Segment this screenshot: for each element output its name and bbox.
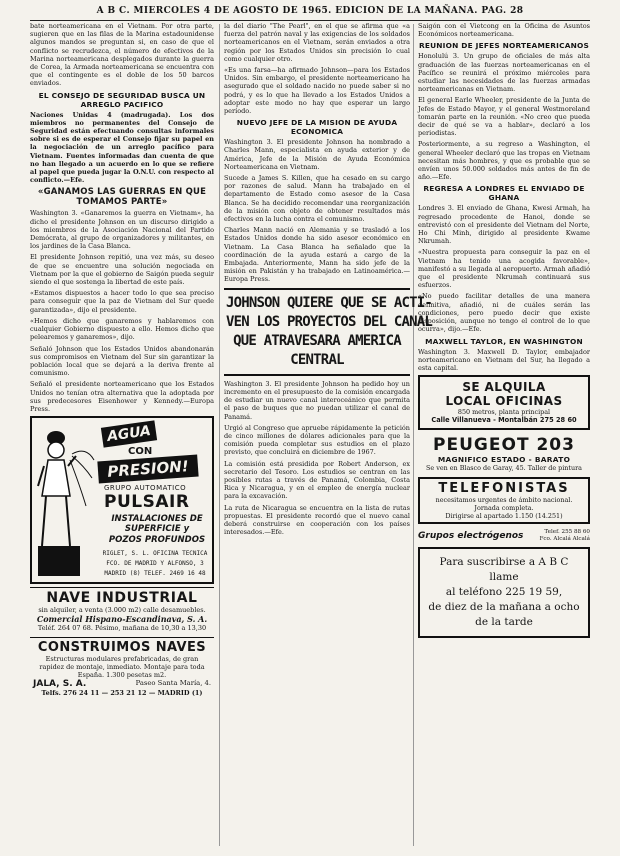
ad-nave-text: sin alquiler, a venta (3.000 m2) calle desamuebles. (38, 606, 206, 615)
article-paragraph: Charles Mann nació en Alemania y se trasladó a los Estados Unidos donde ha sido asesor económico en Vietnam. La Casa Blanca ha señalado que la coordinación de la ayuda estará a cargo de la Embajada. Anteriormente, Mann ha sido jefe de la misión en Pakistán y ha trabajado en Latinoamérica.—Europa Press. (224, 226, 410, 284)
headline-canal-line: JOHNSON QUIERE QUE SE ACTI- (226, 294, 432, 311)
headline-reunion: REUNION DE JEFES NORTEAMERICANOS (418, 41, 590, 51)
page-header: A B C. MIERCOLES 4 DE AGOSTO DE 1965. EDICION DE LA MAÑANA. PAG. 28 (30, 4, 590, 21)
ad-alquila-phone: Calle Villanueva - Montalbán 275 28 60 (431, 416, 577, 425)
ad-pulsair-subtitle: GRUPO AUTOMATICO (104, 484, 187, 493)
article-paragraph: «Estamos dispuestos a hacer todo lo que sea preciso para conseguir que la paz de Vietnam del Sur quede garantizada», dijo el presidente. (30, 289, 214, 314)
ad-pulsair-line: INSTALACIONES DE (111, 514, 203, 525)
ad-construimos-phone: Telfs. 276 24 11 — 253 21 12 — MADRID (1) (41, 689, 203, 698)
column-center (224, 22, 432, 848)
article-paragraph: Washington 3. Maxwell D. Taylor, embajador norteamericano en Vietnam del Sur, ha llegado a esta capital. (418, 347, 590, 372)
article-paragraph: Washington 3. «Ganaremos la guerra en Vietnam», ha dicho el presidente Johnson en un discurso dirigido a los miembros de la Asociación Nacional del Partido Demócrata, al grupo de organizadores y militantes, en los jardines de la Casa Blanca. (30, 209, 214, 251)
ad-alquila-subtitle: LOCAL OFICINAS (445, 394, 563, 409)
ad-construimos-company: JALA, S. A. (33, 679, 87, 690)
ad-grupos-title: Grupos electrógenos (418, 530, 524, 541)
ad-construimos-address: Paseo Santa María, 4. (135, 679, 211, 688)
article-paragraph: Urgió al Congreso que apruebe rápidamente la petición de cinco millones de dólares adicionales para que la comisión pueda completar sus estudios en el plazo previsto, que concluirá en diciembre de 1967. (224, 423, 410, 457)
column-rule (219, 24, 220, 846)
headline-ganamos: «GANAMOS LAS GUERRAS EN QUE TOMAMOS PARTE» (37, 187, 207, 208)
headline-canal-line: VEN LOS PROYECTOS DEL CANAL (226, 313, 432, 330)
ad-nave-company: Comercial Hispano-Escandinava, S. A. (36, 614, 208, 625)
ad-construimos-company-row (33, 679, 211, 689)
ad-abc-line: de la tarde (475, 616, 533, 629)
ad-abc-line: Para suscribirse a A B C llame (439, 556, 569, 584)
headline-canal-line: CENTRAL (290, 351, 344, 368)
ad-nave-industrial (30, 587, 214, 634)
article-paragraph: Sucede a James S. Killen, que ha cesado en su cargo por razones de salud. Mann ha trabajado en el departamento de Estado como asesor de la Casa Blanca. Se ha decidido recomendar una reorganización de la misión con objeto de obtener resultados más efectivos en la lucha contra el comunismo. (224, 174, 410, 224)
column-right (418, 22, 590, 848)
ad-abc-subscription (418, 547, 590, 638)
article-paragraph: Londres 3. El enviado de Ghana, Kwesi Armah, ha regresado procedente de Hanoi, donde se entrevistó con el presidente del Vietnam del Norte, Ho Chi Minh, dirigido al presidente Kwame Nkrumah. (418, 204, 590, 246)
ad-nave-title: NAVE INDUSTRIAL (46, 590, 198, 607)
ad-peugeot-title: PEUGEOT 203 (433, 435, 575, 456)
article-paragraph: Señaló el presidente norteamericano que los Estados Unidos no tenían otra alternativa que la adoptada por sus predecesores Eisenhower y Kennedy.—Europa Press. (30, 380, 214, 413)
article-paragraph: Posteriormente, a su regreso a Washington, el general Wheeler declaró que las tropas en Vietnam necesitan más hombres, y que es probable que se envíen unos 50.000 soldados más antes de fin de año.—Efe. (418, 140, 590, 182)
ad-construimos-text: Estructuras modulares prefabricadas, de gran rapidez de montaje, inmediato. Montaje para toda España. 1.300 pesetas m2. (39, 655, 205, 680)
headline-regresa: REGRESA A LONDRES EL ENVIADO DE GHANA (423, 184, 585, 203)
article-paragraph: «Es una farsa—ha afirmado Johnson—para los Estados Unidos. Sin embargo, el presidente norteamericano ha asegurado que el soldado nacido no puede saber si no podrá, y es lo que ha llevado a los Estados Unidos a adoptar este modo no hay que esperar un largo período. (224, 66, 410, 116)
article-paragraph: Honolulú 3. Un grupo de oficiales de más alta graduación de las fuerzas norteamericanas en el Pacífico se reunirá el próximo miércoles para estudiar las necesidades de las fuerzas armadas norteamericanas en Vietnam. (418, 52, 590, 94)
column-left (30, 22, 214, 848)
article-paragraph: La comisión está presidida por Robert Anderson, ex secretario del Tesoro. Los estudios se centran en las posibles rutas a través de Panamá, Colombia, Costa Rica y Nicaragua, y en el empleo de energía nuclear para la excavación. (224, 459, 410, 501)
ad-pulsair-brand: PULSAIR (104, 492, 190, 513)
ad-peugeot-subtitle: MAGNIFICO ESTADO - BARATO (437, 455, 571, 465)
headline-canal (224, 288, 432, 376)
headline-canal-line: QUE ATRAVESARA AMERICA (233, 332, 401, 349)
ad-pulsair-presion: PRESION! (97, 455, 198, 484)
ad-grupos-name: Fco. Alcalá Alcalá (539, 535, 590, 542)
article-paragraph: Señaló Johnson que los Estados Unidos abandonarán sus compromisos en Vietnam del Sur sin garantizar la población local que se dejará a la deriva frente al comunismo. (30, 344, 214, 378)
article-paragraph: Saigón con el Vietcong en la Oficina de Asuntos Económicos norteamericana. (418, 22, 590, 39)
water-figure-illustration (36, 426, 98, 582)
ad-telef-contact: Dirigirse al apartado 1.150 (14.251) (445, 512, 563, 521)
article-paragraph: Naciones Unidas 4 (madrugada). Los dos miembros no permanentes del Consejo de Seguridad están efectuando consultas informales sobre si es de esperar el Consejo fijar su papel en la negociación de un arreglo pacífico para Vietnam. Fuentes informadas dan cuenta de que no han llegado a un acuerdo en lo que se refiere al papel que pueda jugar la O.N.U. con respecto al conflicto.—Efe. (30, 110, 214, 185)
ad-pulsair-phone: MADRID (8) TELEF. 2469 16 48 (104, 570, 206, 578)
article-paragraph: «Hemos dicho que ganaremos y hablaremos con cualquier Gobierno dispuesto a ello. Hemos dicho que pelearemos y ganaremos», dijo. (30, 316, 214, 342)
article-paragraph: El general Earle Wheeler, presidente de la Junta de Jefes de Estado Mayor, y el general Westmoreland tomarán parte en la reunión. «No creo que pueda decir de qué se va a hablar», declaró a los periodistas. (418, 96, 590, 138)
article-paragraph: Washington 3. El presidente Johnson ha pedido hoy un incremento en el presupuesto de la comisión encargada de estudiar un nuevo canal interoceánico que permita el paso de buques que no puedan utilizar el canal de Panamá. (224, 379, 410, 421)
ad-se-alquila (418, 375, 590, 430)
ad-grupos-phone: Telef. 255 88 60 (544, 529, 590, 536)
ad-telef-text: necesitamos urgentes de ámbito nacional. Jornada completa. (435, 496, 573, 513)
article-paragraph: bate norteamericana en el Vietnam. Por otra parte, sugieren que en las filas de la Marina estadounidense algunos mandos se preguntan si, en caso de que el conflicto se recrudezca, el número de efectivos de la Marina norteamericana desplegados durante la guerra de Corea, la Armada norteamericana se encuentra con que el contingente es el doble de los 50 barcos enviados. (30, 22, 214, 88)
article-paragraph: «No puedo facilitar detalles de una manera definitiva, añadió, ni de cuáles serán las condiciones, pero puedo decir que existe disposición, aunque no tengo el control de lo que ocurra», dijo.—Efe. (418, 292, 590, 334)
ad-construimos-title: CONSTRUIMOS NAVES (37, 640, 207, 656)
article-paragraph: Washington 3. El presidente Johnson ha nombrado a Charles Mann, especialista en ayuda exterior y de América, Jefe de la Misión de Ayuda Económica Norteamericana en Vietnam. (224, 138, 410, 171)
ad-abc-line: al teléfono 225 19 59, (445, 586, 563, 599)
ad-pulsair (30, 416, 214, 584)
ad-telef-title: TELEFONISTAS (438, 481, 570, 497)
headline-consejo: EL CONSEJO DE SEGURIDAD BUSCA UN ARREGLO PACIFICO (38, 90, 206, 109)
ad-alquila-text: 850 metros, planta principal (457, 408, 551, 417)
ad-grupos-electrogenos (418, 527, 590, 544)
headline-nuevo-jefe: NUEVO JEFE DE LA MISION DE AYUDA ECONOMICA (236, 118, 398, 137)
ad-pulsair-company: RIGLET, S. L. OFICINA TECNICA (102, 550, 208, 558)
ad-grupos-contact (540, 529, 590, 542)
ad-abc-line: de diez de la mañana a ocho (428, 601, 580, 614)
ad-telefonistas (418, 477, 590, 524)
headline-taylor: MAXWELL TAYLOR, EN WASHINGTON (425, 336, 583, 346)
article-paragraph: la del diario "The Pearl", en el que se afirma que «a fuerza del patrón naval y las exigencias de los soldados norteamericanos en el Vietnam, serán enviados a otra región por los Estados Unidos sin precisión lo cual como cualquier otro. (224, 22, 410, 63)
ad-peugeot-text: Se ven en Blasco de Garay, 45. Taller de pintura (426, 464, 582, 473)
ad-pulsair-address: FCO. DE MADRID Y ALFONSO, 3 (106, 560, 204, 568)
article-paragraph: «Nuestra propuesta para conseguir la paz en el Vietnam ha tenido una acogida favorable», manifestó a su llegada al aeropuerto. Armah añadió que el presidente Nkrumah continuará sus esfuerzos. (418, 248, 590, 290)
article-paragraph: La ruta de Nicaragua se encuentra en la lista de rutas propuestas. El presidente recordó que el nuevo canal deberá construirse en cooperación con los países interesados.—Efe. (224, 503, 410, 537)
ad-pulsair-con: CON (128, 446, 153, 458)
ad-peugeot (418, 433, 590, 474)
article-paragraph: El presidente Johnson repitió, una vez más, su deseo de que se encuentre una solución negociada en Vietnam por la que el gobierno de Saigón pueda seguir siendo el que sostenga la libertad de este país. (30, 253, 214, 287)
column-rule (413, 24, 414, 846)
ad-construimos-naves (30, 637, 214, 699)
ad-pulsair-line: SUPERFICIE y (124, 524, 190, 535)
ad-alquila-title: SE ALQUILA (462, 380, 546, 395)
ad-nave-phone: Teléf. 264 07 68. Pésimo, mañana de 10,30 a 13,30 (37, 624, 207, 633)
ad-pulsair-line: POZOS PROFUNDOS (108, 535, 206, 546)
ad-pulsair-agua: AGUA (101, 420, 157, 447)
